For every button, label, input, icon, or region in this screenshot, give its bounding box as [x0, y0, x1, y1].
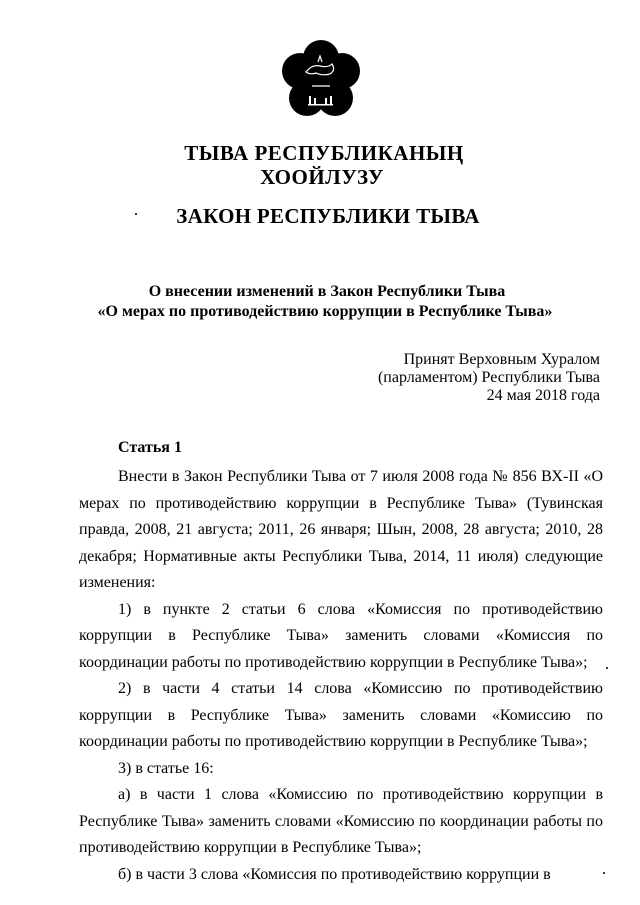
subject-line2: «О мерах по противодействию коррупции в Республике Тыва»	[97, 303, 553, 320]
article-paragraph: 2) в части 4 статьи 14 слова «Комиссию по противодействию коррупции в Республике Тыва» заменить словами «Комиссию по координации работы по противодействию коррупции в Республике Тыва»;	[79, 680, 603, 750]
article-paragraph: 1) в пункте 2 статьи 6 слова «Комиссия по противодействию коррупции в Республике Тыва» заменить словами «Комиссия по координации работы по противодействию коррупции в Республике Тыва»;	[79, 600, 603, 671]
article-paragraph: б) в части 3 слова «Комиссия по противодействию коррупции в	[118, 865, 551, 883]
adoption-line1: Принят Верховным Хуралом	[403, 351, 600, 368]
article-paragraph: а) в части 1 слова «Комиссию по противодействию коррупции в Республике Тыва» заменить словами «Комиссию по координации работы по противодействию коррупции в Республике Тыва»;	[79, 786, 603, 856]
scan-speck	[606, 667, 608, 669]
scan-speck	[603, 872, 605, 874]
title-russian: ЗАКОН РЕСПУБЛИКИ ТЫВА	[176, 204, 480, 228]
scan-speck	[135, 213, 137, 215]
republic-of-tyva-emblem-icon	[278, 38, 364, 122]
article-paragraph: 3) в статье 16:	[118, 759, 214, 777]
article-body	[79, 464, 603, 888]
article-heading: Статья 1	[118, 439, 182, 456]
adoption-date: 24 мая 2018 года	[486, 387, 600, 404]
adoption-line2: (парламентом) Республики Тыва	[377, 369, 600, 386]
title-tyvan-line2: ХООЙЛУЗУ	[260, 165, 384, 189]
title-tyvan-line1: ТЫВА РЕСПУБЛИКАНЫҢ	[184, 141, 464, 165]
subject-line1: О внесении изменений в Закон Республики Тыва	[148, 283, 506, 300]
article-paragraph: Внести в Закон Республики Тыва от 7 июля 2008 года № 856 ВХ-II «О мерах по противодействию коррупции в Республике Тыва» (Тувинская правда, 2008, 21 августа; 2011, 26 января; Шын, 2008, 28 августа; 2010, 28 декабря; Нормативные акты Республики Тыва, 2014, 11 июля) следующие изменения:	[79, 468, 603, 591]
